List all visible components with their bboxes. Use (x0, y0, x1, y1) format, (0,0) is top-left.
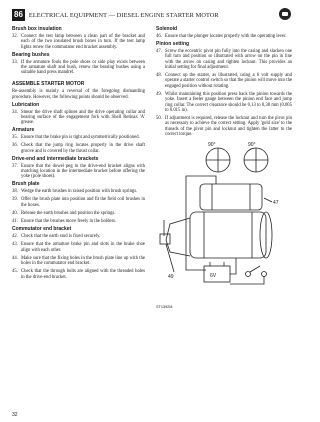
para-number: 47. (156, 48, 162, 54)
paragraph-45 (12, 269, 145, 280)
para-number: 46. (156, 33, 162, 39)
para-number: 49. (156, 91, 162, 97)
para-text: Ensure that the armature brake pin and slots in the brake shoe align with each other. (21, 242, 145, 253)
para-text: Wedge the earth brushes in raised position with brush springs. (21, 189, 138, 195)
corner-mark-icon (279, 8, 291, 20)
angle-label-right: 90° (248, 142, 256, 149)
para-text: Ensure that the plunger locates properly with the operating lever. (165, 33, 287, 39)
para-text: Connect up the starter, as illustrated, using a 6 volt supply and operate a starter control switch so that the pinion will move into the engaged position without rotating. (165, 73, 292, 89)
battery (204, 266, 230, 282)
page-header (12, 8, 290, 22)
paragraph-36 (12, 143, 145, 154)
paragraph-37 (12, 164, 145, 180)
paragraph-32 (12, 34, 145, 50)
heading-assemble-starter: ASSEMBLE STARTER MOTOR (12, 81, 85, 88)
para-number: 44. (12, 255, 18, 261)
para-number: 35. (12, 135, 18, 141)
para-text: Offer the brush plate into position and fit the field coil brushes in the boxes. (21, 197, 145, 208)
paragraph-50 (156, 116, 292, 137)
header-title: ELECTRICAL EQUIPMENT — DIESEL ENGINE STARTER MOTOR (28, 11, 219, 19)
para-number: 37. (12, 163, 18, 169)
starter-motor-figure (156, 140, 292, 310)
paragraph-44 (12, 256, 145, 267)
para-number: 48. (156, 73, 162, 78)
heading-commutator-end: Commutator end bracket (12, 226, 72, 233)
voltage-label: 6V (210, 273, 217, 280)
para-text: Check that the earth stud is fixed securely. (21, 234, 101, 240)
para-number: 43. (12, 242, 18, 248)
paragraph-42 (12, 234, 145, 239)
switch-wire (230, 276, 264, 284)
para-text: Screw the eccentric pivot pin fully into the casing and slacken one full turn and position so illustrated with arrow on the pin in line with the arrow on casing and tighten locknut. This provides an initial setting for final adjustment. (165, 48, 292, 70)
heading-bearing-bushes: Bearing bushes (12, 51, 50, 58)
para-text: Ensure that the brake pin is tight and symmetrically positioned. (21, 135, 140, 141)
para-number: 38. (12, 189, 18, 195)
para-number: 42. (12, 234, 18, 240)
para-text: Release the earth brushes and position the springs. (21, 210, 116, 216)
para-number: 41. (12, 219, 18, 225)
solenoid-body (200, 184, 262, 210)
paragraph-40 (12, 211, 145, 216)
heading-pinion-setting: Pinion setting (156, 40, 190, 47)
para-number: 36. (12, 143, 18, 149)
wire-positive (186, 176, 216, 270)
left-column (12, 27, 145, 283)
paragraph-46 (156, 34, 292, 39)
paragraph-48 (156, 73, 292, 89)
angle-label-left: 90° (208, 142, 216, 149)
paragraph-43 (12, 242, 145, 253)
para-text: Smear the drive shaft splines and the drive operating collar and bearing surface of the engagement fork with Shell Retinax 'A' grease. (21, 109, 145, 126)
para-number: 34. (12, 109, 18, 115)
para-text: Ensure that the dowel peg in the drive-end bracket aligns with matching location in the intermediate bracket before offering the yoke (pole shoes). (21, 163, 145, 180)
heading-brush-plate: Brush plate (12, 181, 40, 188)
paragraph-49 (156, 92, 292, 113)
paragraph-35 (12, 135, 145, 140)
paragraph-47 (156, 49, 292, 70)
para-number: 33. (12, 59, 18, 65)
wire-negative (230, 258, 236, 274)
paragraph-38 (12, 189, 145, 194)
paragraph-39 (12, 197, 145, 208)
starter-motor-illustration (156, 140, 292, 304)
right-column (156, 27, 292, 310)
figure-ref: ST1392M (156, 304, 173, 309)
paragraph-33 (12, 60, 145, 76)
paragraph-34 (12, 110, 145, 126)
para-text: If adjustment is required, release the locknut and turn the pivot pin as necessary to achieve the correct setting. Apply 'gold size' to the threads of the pivot pin and locknut and tighten the latter to the correct torque. (165, 116, 292, 138)
page-number: 32 (12, 412, 18, 418)
heading-drive-end: Drive-end and intermediate brackets (12, 155, 99, 162)
heading-lubrication: Lubrication (12, 101, 40, 108)
para-text: Ensure that the brushes move freely in the holders. (21, 219, 117, 225)
para-text: Make sure that the fixing holes in the brush plate line up with the holes in the commutator end bracket. (21, 255, 145, 267)
heading-brush-box: Brush box insulation (12, 26, 62, 32)
para-text: Check that the through bolts are aligned with the threaded holes in the drive-end bracket. (21, 269, 145, 280)
para-number: 32. (12, 33, 18, 39)
para-text: Check that the jump ring locates properly in the drive shaft groove and is covered by the thrust collar. (21, 143, 145, 154)
yoke (190, 212, 266, 258)
callout-49: 49 (168, 274, 174, 281)
heading-armature: Armature (12, 127, 35, 134)
heading-solenoid: Solenoid (156, 26, 178, 32)
para-number: 40. (12, 210, 18, 216)
para-text: Whilst maintaining this position press back the pinion towards the yoke. Insert a feeler gauge between the pinion end face and jump ring collar. The correct clearance should be 0,13 to 0,38 mm (0.005 to 0.015 in). (165, 91, 292, 113)
para-number: 50. (156, 116, 162, 121)
para-number: 45. (12, 269, 18, 275)
para-text: Connect the test lamp between a clean part of the bracket and each of the two insulated brush boxes in turn. If the test lamp lights renew the commutator end bracket assembly. (21, 33, 145, 50)
para-number: 39. (12, 197, 18, 203)
callout-47: 47 (273, 200, 279, 207)
assembly-intro: Re-assembly is mainly a reversal of the foregoing dismantling procedure. However, the following points should be observed. (12, 89, 145, 100)
section-number: 86 (14, 10, 23, 19)
paragraph-41 (12, 219, 145, 224)
para-text: If the armature fouls the pole shoes or side play exists between the armature shaft and bush, renew the bearing bushes using a suitable hand press mandrel. (21, 59, 145, 76)
